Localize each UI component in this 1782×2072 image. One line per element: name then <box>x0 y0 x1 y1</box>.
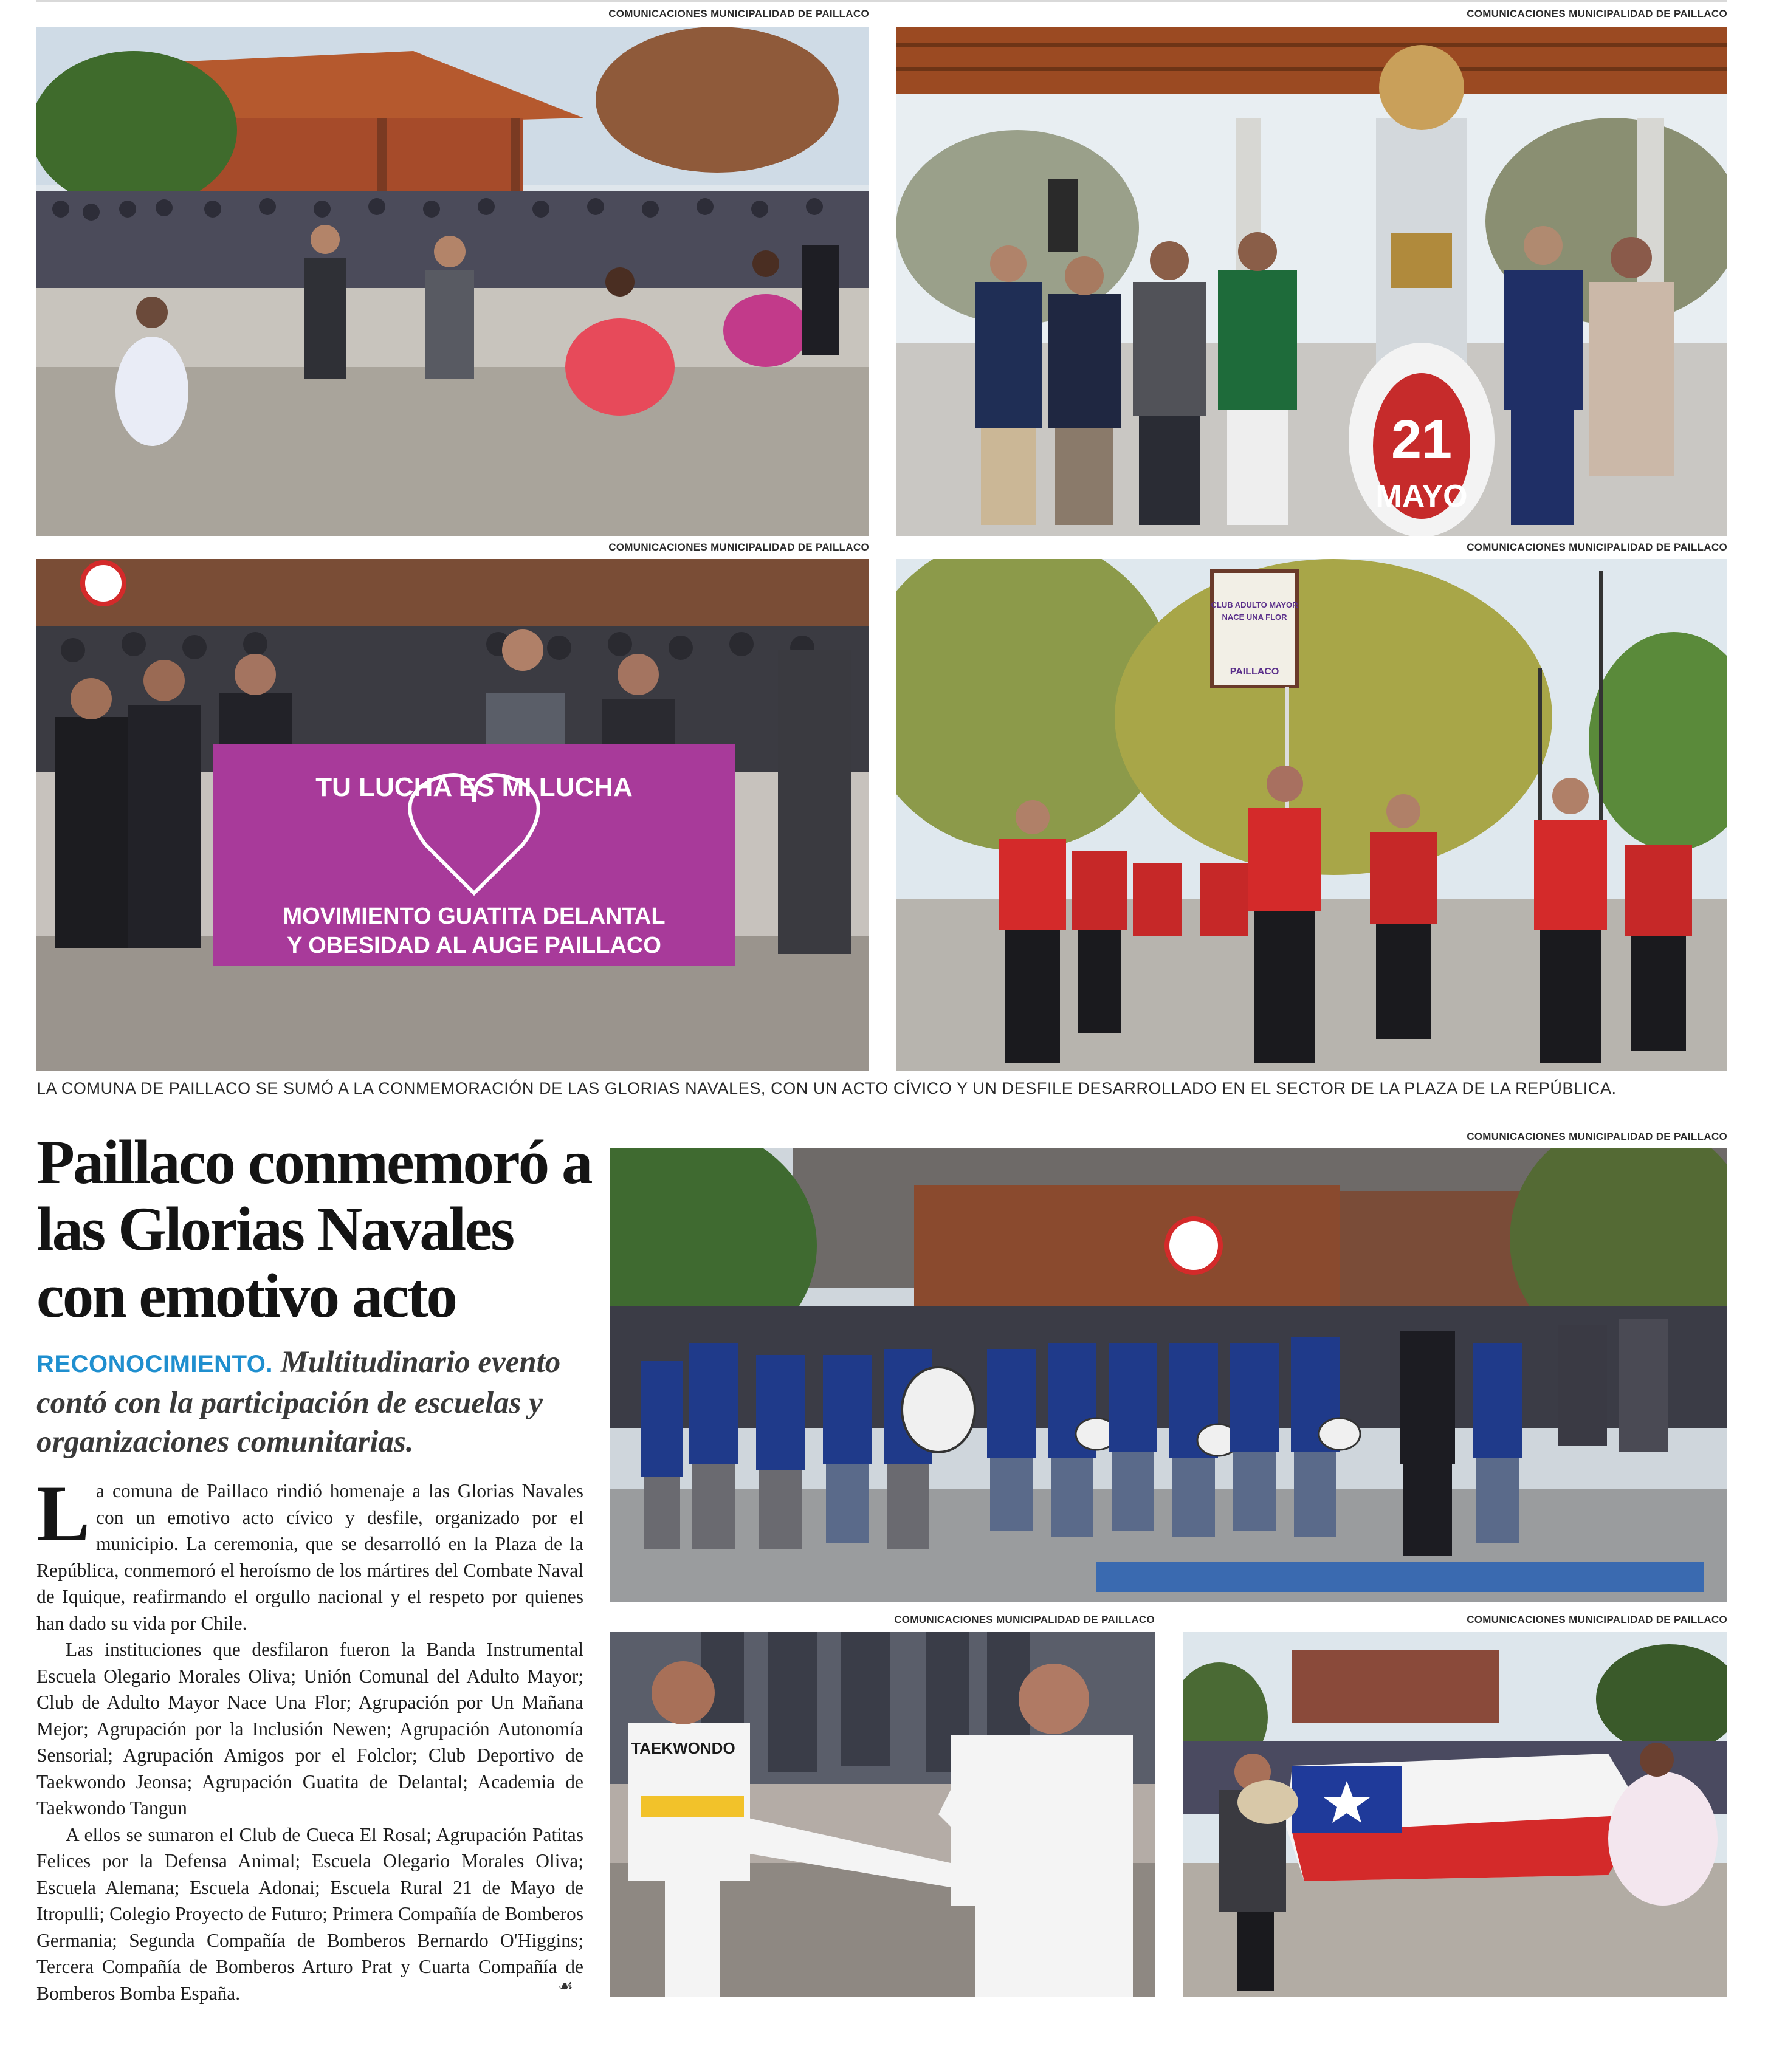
photo-credit-3: COMUNICACIONES MUNICIPALIDAD DE PAILLACO <box>608 541 869 553</box>
paragraph-3: A ellos se sumaron el Club de Cueca El Rosal; Agrupación Patitas Felices por la Defensa Animal; Escuela Olegario Morales Oliva; Escuela Alemana; Escuela Adonai; Escuela Rural 21 de Mayo de Itropulli; Colegio Proyecto de Futuro; Primera Compañía de Bomberos Germania; Segunda Compañía de Bomberos Bernardo O'Higgins; Tercera Compañía de Bomberos Arturo Prat y Cuarta Compañía de Bomberos Bomba España. <box>36 1823 583 2004</box>
photo-credit-2: COMUNICACIONES MUNICIPALIDAD DE PAILLACO <box>1467 8 1727 19</box>
banner-line-2: MOVIMIENTO GUATITA DELANTAL <box>283 904 666 929</box>
subhead <box>36 1343 596 1461</box>
subhead-text: Multitudinario evento contó con la participación de escuelas y organizaciones comunitarias. <box>36 1345 561 1459</box>
wreath-month: MAYO <box>1375 479 1468 514</box>
photo-credit-7: COMUNICACIONES MUNICIPALIDAD DE PAILLACO <box>1467 1614 1727 1625</box>
banner-line-1: TU LUCHA ES MI LUCHA <box>315 772 633 802</box>
standard-line-2: NACE UNA FLOR <box>1222 612 1287 622</box>
article-body <box>36 1469 583 2006</box>
photo-caption: LA COMUNA DE PAILLACO SE SUMÓ A LA CONMEMORACIÓN DE LAS GLORIAS NAVALES, CON UN ACTO CÍVICO Y UN DESFILE DESARROLLADO EN EL SECTOR DE LA PLAZA DE LA REPÚBLICA. <box>36 1079 1617 1097</box>
top-rule <box>36 0 1727 2</box>
paragraph-1 <box>36 1469 583 1636</box>
drop-cap: L <box>36 1469 91 1558</box>
photo-banner-march <box>36 559 869 1071</box>
photo-school-band <box>610 1148 1727 1602</box>
photo-chilean-flag <box>1183 1632 1727 1997</box>
uniform-text: TAEKWONDO <box>631 1739 735 1757</box>
photo-credit-5: COMUNICACIONES MUNICIPALIDAD DE PAILLACO <box>1467 1131 1727 1142</box>
end-mark: ☙ <box>558 1976 574 1996</box>
photo-credit-4: COMUNICACIONES MUNICIPALIDAD DE PAILLACO <box>1467 541 1727 553</box>
banner-line-3: Y OBESIDAD AL AUGE PAILLACO <box>287 933 661 958</box>
photo-credit-1: COMUNICACIONES MUNICIPALIDAD DE PAILLACO <box>608 8 869 19</box>
photo-authorities-monument <box>896 27 1727 536</box>
standard-line-3: PAILLACO <box>1230 667 1279 677</box>
paragraph-1-text: a comuna de Paillaco rindió homenaje a las Glorias Navales con un emotivo acto cívico y desfile, organizado por el municipio. La ceremonia, que se desarrolló en la Plaza de la República, conmemoró el heroísmo de los mártires del Combate Naval de Iquique, reafirmando el orgullo nacional y el respeto por quienes han dado su vida por Chile. <box>36 1480 583 1634</box>
paragraph-2: Las instituciones que desfilaron fueron la Banda Instrumental Escuela Olegario Morales Oliva; Unión Comunal del Adulto Mayor; Club de Adulto Mayor Nace Una Flor; Agrupación por Un Mañana Mejor; Agrupación por la Inclusión Newen; Agrupación Autonomía Sensorial; Agrupación Amigos por el Folclor; Club Deportivo de Taekwondo Jeonsa; Agrupación Guatita de Delantal; Academia de Taekwondo Tangun <box>36 1639 583 1819</box>
wreath-number: 21 <box>1391 410 1453 470</box>
headline: Paillaco conmemoró a las Glorias Navales con emotivo acto <box>36 1128 591 1331</box>
kicker: RECONOCIMIENTO. <box>36 1351 273 1377</box>
photo-taekwondo <box>610 1632 1155 1997</box>
photo-red-jackets-parade <box>896 559 1727 1071</box>
photo-cueca-dancers <box>36 27 869 536</box>
photo-credit-6: COMUNICACIONES MUNICIPALIDAD DE PAILLACO <box>894 1614 1155 1625</box>
standard-line-1: CLUB ADULTO MAYOR <box>1211 600 1298 609</box>
